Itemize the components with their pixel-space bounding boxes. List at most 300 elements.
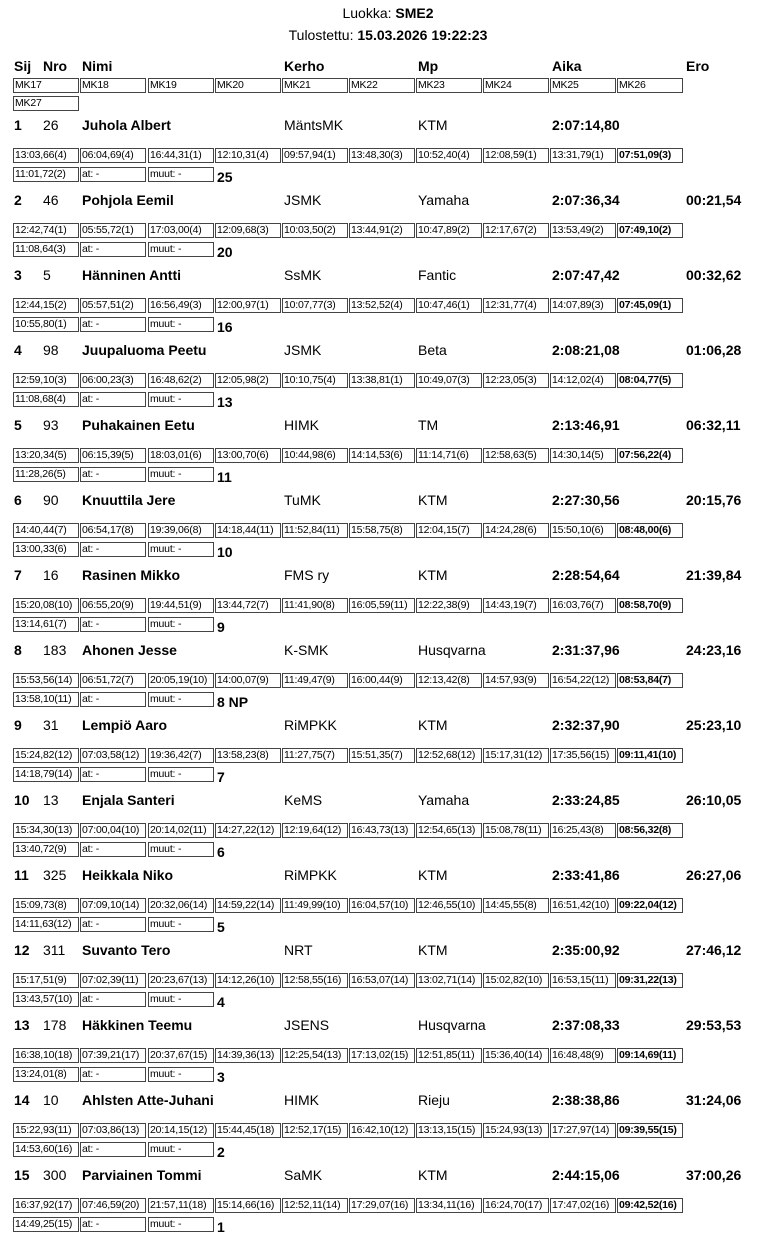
points-value: 20 <box>217 244 233 260</box>
rider-club: JSMK <box>284 192 322 208</box>
split-time-cell: 18:03,01(6) <box>148 448 214 463</box>
checkpoint-header-cell: MK22 <box>349 78 415 93</box>
at-penalty-cell: at: - <box>80 692 146 707</box>
split-time-cell: 11:27,75(7) <box>282 748 348 763</box>
other-penalty-cell: muut: - <box>148 617 214 632</box>
split-time-cell: 13:48,30(3) <box>349 148 415 163</box>
split-time-cell: 10:52,40(4) <box>416 148 482 163</box>
rider-club: MäntsMK <box>284 117 344 133</box>
result-position: 11 <box>14 867 29 883</box>
checkpoint-header-cell: MK20 <box>215 78 281 93</box>
split-time-cell: 15:14,66(16) <box>215 1198 281 1213</box>
split-time-cell: 07:46,59(20) <box>80 1198 146 1213</box>
split-time-cell: 12:09,68(3) <box>215 223 281 238</box>
split-time-cell: 14:30,14(5) <box>550 448 616 463</box>
result-number: 16 <box>43 567 59 583</box>
split-time-cell: 13:14,61(7) <box>13 617 79 632</box>
rider-club: FMS ry <box>284 567 330 583</box>
result-row <box>0 641 776 716</box>
result-row <box>0 941 776 1016</box>
split-time-cell: 16:54,22(12) <box>550 673 616 688</box>
points-value: 6 <box>217 844 225 860</box>
col-sij: Sij <box>14 58 32 74</box>
split-time-cell: 13:00,70(6) <box>215 448 281 463</box>
rider-bike: Yamaha <box>418 792 470 808</box>
result-number: 98 <box>43 342 59 358</box>
split-time-cell: 16:37,92(17) <box>13 1198 79 1213</box>
result-row <box>0 191 776 266</box>
time-gap: 25:23,10 <box>686 717 742 733</box>
split-time-cell: 15:50,10(6) <box>550 523 616 538</box>
col-nimi: Nimi <box>82 58 113 74</box>
split-time-cell: 10:10,75(4) <box>282 373 348 388</box>
split-time-cell: 15:17,51(9) <box>13 973 79 988</box>
time-gap: 37:00,26 <box>686 1167 742 1183</box>
split-time-cell: 09:14,69(11) <box>617 1048 683 1063</box>
total-time: 2:13:46,91 <box>552 417 620 433</box>
split-time-cell: 07:39,21(17) <box>80 1048 146 1063</box>
split-time-cell: 16:24,70(17) <box>483 1198 549 1213</box>
split-time-cell: 13:02,71(14) <box>416 973 482 988</box>
split-time-cell: 13:58,23(8) <box>215 748 281 763</box>
split-time-cell: 12:52,11(14) <box>282 1198 348 1213</box>
split-time-cell: 14:53,60(16) <box>13 1142 79 1157</box>
split-time-cell: 06:51,72(7) <box>80 673 146 688</box>
split-time-cell: 13:43,57(10) <box>13 992 79 1007</box>
split-time-cell: 16:44,31(1) <box>148 148 214 163</box>
split-time-cell: 10:03,50(2) <box>282 223 348 238</box>
rider-name: Enjala Santeri <box>82 792 175 808</box>
split-time-cell: 14:39,36(13) <box>215 1048 281 1063</box>
split-time-cell: 17:13,02(15) <box>349 1048 415 1063</box>
points-value: 25 <box>217 169 233 185</box>
rider-bike: KTM <box>418 942 448 958</box>
checkpoint-header-cell: MK26 <box>617 78 683 93</box>
split-time-cell: 19:44,51(9) <box>148 598 214 613</box>
rider-name: Suvanto Tero <box>82 942 171 958</box>
split-time-cell: 16:43,73(13) <box>349 823 415 838</box>
result-number: 183 <box>43 642 67 658</box>
result-row <box>0 1166 776 1241</box>
split-time-cell: 12:58,63(5) <box>483 448 549 463</box>
split-time-cell: 13:31,79(1) <box>550 148 616 163</box>
split-time-cell: 16:00,44(9) <box>349 673 415 688</box>
rider-club: SsMK <box>284 267 322 283</box>
total-time: 2:44:15,06 <box>552 1167 620 1183</box>
checkpoint-header-cell: MK27 <box>13 96 79 111</box>
split-time-cell: 16:05,59(11) <box>349 598 415 613</box>
split-time-cell: 14:18,79(14) <box>13 767 79 782</box>
total-time: 2:27:30,56 <box>552 492 620 508</box>
time-gap: 06:32,11 <box>686 417 741 433</box>
rider-bike: Husqvarna <box>418 1017 486 1033</box>
points-value: 7 <box>217 769 225 785</box>
result-position: 12 <box>14 942 30 958</box>
split-time-cell: 14:40,44(7) <box>13 523 79 538</box>
split-time-cell: 14:59,22(14) <box>215 898 281 913</box>
checkpoint-header-cell: MK18 <box>80 78 146 93</box>
checkpoint-header-cell: MK21 <box>282 78 348 93</box>
rider-name: Juupaluoma Peetu <box>82 342 207 358</box>
split-time-cell: 14:57,93(9) <box>483 673 549 688</box>
other-penalty-cell: muut: - <box>148 692 214 707</box>
result-position: 8 <box>14 642 22 658</box>
result-number: 10 <box>43 1092 59 1108</box>
points-value: 10 <box>217 544 233 560</box>
result-number: 13 <box>43 792 59 808</box>
result-row <box>0 491 776 566</box>
other-penalty-cell: muut: - <box>148 1142 214 1157</box>
split-time-cell: 06:15,39(5) <box>80 448 146 463</box>
split-time-cell: 08:04,77(5) <box>617 373 683 388</box>
split-time-cell: 16:03,76(7) <box>550 598 616 613</box>
split-time-cell: 08:56,32(8) <box>617 823 683 838</box>
rider-name: Ahonen Jesse <box>82 642 177 658</box>
rider-club: NRT <box>284 942 313 958</box>
rider-name: Hänninen Antti <box>82 267 182 283</box>
split-time-cell: 12:59,10(3) <box>13 373 79 388</box>
split-time-cell: 20:32,06(14) <box>148 898 214 913</box>
split-time-cell: 06:55,20(9) <box>80 598 146 613</box>
result-row <box>0 566 776 641</box>
rider-club: SaMK <box>284 1167 323 1183</box>
split-time-cell: 16:51,42(10) <box>550 898 616 913</box>
split-time-cell: 16:56,49(3) <box>148 298 214 313</box>
result-number: 90 <box>43 492 59 508</box>
rider-bike: Rieju <box>418 1092 450 1108</box>
rider-club: JSENS <box>284 1017 330 1033</box>
split-time-cell: 17:29,07(16) <box>349 1198 415 1213</box>
result-position: 1 <box>14 117 22 133</box>
split-time-cell: 11:49,99(10) <box>282 898 348 913</box>
split-time-cell: 13:24,01(8) <box>13 1067 79 1082</box>
rider-bike: KTM <box>418 867 448 883</box>
rider-club: RiMPKK <box>284 717 337 733</box>
at-penalty-cell: at: - <box>80 842 146 857</box>
rider-club: TuMK <box>284 492 321 508</box>
split-time-cell: 12:00,97(1) <box>215 298 281 313</box>
rider-bike: KTM <box>418 1167 448 1183</box>
time-gap: 01:06,28 <box>686 342 742 358</box>
total-time: 2:32:37,90 <box>552 717 620 733</box>
time-gap: 31:24,06 <box>686 1092 742 1108</box>
split-time-cell: 15:51,35(7) <box>349 748 415 763</box>
split-time-cell: 11:01,72(2) <box>13 167 79 182</box>
at-penalty-cell: at: - <box>80 1142 146 1157</box>
rider-name: Parviainen Tommi <box>82 1167 202 1183</box>
split-time-cell: 15:08,78(11) <box>483 823 549 838</box>
split-time-cell: 16:48,62(2) <box>148 373 214 388</box>
split-time-cell: 17:35,56(15) <box>550 748 616 763</box>
result-row <box>0 1016 776 1091</box>
result-number: 300 <box>43 1167 67 1183</box>
split-time-cell: 20:14,02(11) <box>148 823 214 838</box>
split-time-cell: 14:11,63(12) <box>13 917 79 932</box>
split-time-cell: 14:45,55(8) <box>483 898 549 913</box>
split-time-cell: 10:49,07(3) <box>416 373 482 388</box>
split-time-cell: 14:24,28(6) <box>483 523 549 538</box>
split-time-cell: 07:51,09(3) <box>617 148 683 163</box>
col-aika: Aika <box>552 58 582 74</box>
rider-club: K-SMK <box>284 642 329 658</box>
split-time-cell: 07:03,86(13) <box>80 1123 146 1138</box>
points-value: 2 <box>217 1144 225 1160</box>
at-penalty-cell: at: - <box>80 917 146 932</box>
split-time-cell: 13:03,66(4) <box>13 148 79 163</box>
checkpoint-header-cell: MK17 <box>13 78 79 93</box>
split-time-cell: 15:24,82(12) <box>13 748 79 763</box>
points-value: 16 <box>217 319 233 335</box>
split-time-cell: 20:23,67(13) <box>148 973 214 988</box>
class-value: SME2 <box>395 5 434 21</box>
result-position: 5 <box>14 417 22 433</box>
col-mp: Mp <box>418 58 439 74</box>
split-time-cell: 12:22,38(9) <box>416 598 482 613</box>
split-time-cell: 13:20,34(5) <box>13 448 79 463</box>
split-time-cell: 10:47,46(1) <box>416 298 482 313</box>
split-time-cell: 06:04,69(4) <box>80 148 146 163</box>
split-time-cell: 11:08,64(3) <box>13 242 79 257</box>
result-number: 26 <box>43 117 59 133</box>
split-time-cell: 06:54,17(8) <box>80 523 146 538</box>
other-penalty-cell: muut: - <box>148 167 214 182</box>
result-position: 3 <box>14 267 22 283</box>
split-time-cell: 13:52,52(4) <box>349 298 415 313</box>
split-time-cell: 06:00,23(3) <box>80 373 146 388</box>
result-number: 93 <box>43 417 59 433</box>
at-penalty-cell: at: - <box>80 992 146 1007</box>
result-row <box>0 716 776 791</box>
split-time-cell: 12:58,55(16) <box>282 973 348 988</box>
split-time-cell: 15:22,93(11) <box>13 1123 79 1138</box>
split-time-cell: 05:55,72(1) <box>80 223 146 238</box>
split-time-cell: 12:52,17(15) <box>282 1123 348 1138</box>
result-number: 311 <box>43 942 66 958</box>
split-time-cell: 13:34,11(16) <box>416 1198 482 1213</box>
split-time-cell: 12:42,74(1) <box>13 223 79 238</box>
split-time-cell: 11:28,26(5) <box>13 467 79 482</box>
split-time-cell: 07:00,04(10) <box>80 823 146 838</box>
rider-club: RiMPKK <box>284 867 337 883</box>
split-time-cell: 13:58,10(11) <box>13 692 79 707</box>
rider-name: Lempiö Aaro <box>82 717 168 733</box>
rider-name: Ahlsten Atte-Juhani <box>82 1092 214 1108</box>
time-gap: 20:15,76 <box>686 492 742 508</box>
split-time-cell: 19:39,06(8) <box>148 523 214 538</box>
split-time-cell: 12:44,15(2) <box>13 298 79 313</box>
split-time-cell: 12:17,67(2) <box>483 223 549 238</box>
split-time-cell: 12:19,64(12) <box>282 823 348 838</box>
split-time-cell: 13:44,72(7) <box>215 598 281 613</box>
split-time-cell: 10:55,80(1) <box>13 317 79 332</box>
col-kerho: Kerho <box>284 58 325 74</box>
result-position: 4 <box>14 342 22 358</box>
split-time-cell: 12:31,77(4) <box>483 298 549 313</box>
result-position: 10 <box>14 792 30 808</box>
split-time-cell: 15:34,30(13) <box>13 823 79 838</box>
time-gap: 26:10,05 <box>686 792 742 808</box>
split-time-cell: 19:36,42(7) <box>148 748 214 763</box>
rider-bike: KTM <box>418 567 448 583</box>
rider-club: KeMS <box>284 792 323 808</box>
other-penalty-cell: muut: - <box>148 992 214 1007</box>
split-time-cell: 09:42,52(16) <box>617 1198 683 1213</box>
split-time-cell: 12:23,05(3) <box>483 373 549 388</box>
split-time-cell: 11:49,47(9) <box>282 673 348 688</box>
result-position: 9 <box>14 717 22 733</box>
split-time-cell: 17:03,00(4) <box>148 223 214 238</box>
split-time-cell: 13:38,81(1) <box>349 373 415 388</box>
split-time-cell: 07:02,39(11) <box>80 973 146 988</box>
split-time-cell: 05:57,51(2) <box>80 298 146 313</box>
split-time-cell: 16:48,48(9) <box>550 1048 616 1063</box>
other-penalty-cell: muut: - <box>148 1217 214 1232</box>
result-row <box>0 866 776 941</box>
rider-bike: KTM <box>418 492 448 508</box>
split-time-cell: 15:02,82(10) <box>483 973 549 988</box>
time-gap: 26:27,06 <box>686 867 742 883</box>
split-time-cell: 15:36,40(14) <box>483 1048 549 1063</box>
split-time-cell: 12:04,15(7) <box>416 523 482 538</box>
rider-bike: Fantic <box>418 267 457 283</box>
at-penalty-cell: at: - <box>80 1217 146 1232</box>
total-time: 2:07:14,80 <box>552 117 620 133</box>
split-time-cell: 14:49,25(15) <box>13 1217 79 1232</box>
split-time-cell: 15:17,31(12) <box>483 748 549 763</box>
split-time-cell: 11:52,84(11) <box>282 523 348 538</box>
split-time-cell: 11:08,68(4) <box>13 392 79 407</box>
result-row <box>0 116 776 191</box>
result-number: 325 <box>43 867 67 883</box>
split-time-cell: 08:48,00(6) <box>617 523 683 538</box>
split-time-cell: 09:31,22(13) <box>617 973 683 988</box>
rider-bike: TM <box>418 417 439 433</box>
at-penalty-cell: at: - <box>80 317 146 332</box>
result-position: 7 <box>14 567 22 583</box>
split-time-cell: 12:05,98(2) <box>215 373 281 388</box>
split-time-cell: 15:53,56(14) <box>13 673 79 688</box>
result-position: 14 <box>14 1092 30 1108</box>
time-gap: 24:23,16 <box>686 642 742 658</box>
points-value: 5 <box>217 919 225 935</box>
result-row <box>0 1091 776 1166</box>
at-penalty-cell: at: - <box>80 542 146 557</box>
result-position: 15 <box>14 1167 30 1183</box>
split-time-cell: 20:14,15(12) <box>148 1123 214 1138</box>
checkpoint-header-cell: MK25 <box>550 78 616 93</box>
time-gap: 27:46,12 <box>686 942 742 958</box>
other-penalty-cell: muut: - <box>148 917 214 932</box>
other-penalty-cell: muut: - <box>148 467 214 482</box>
split-time-cell: 14:18,44(11) <box>215 523 281 538</box>
split-time-cell: 14:27,22(12) <box>215 823 281 838</box>
total-time: 2:07:47,42 <box>552 267 620 283</box>
points-value: 8 NP <box>217 694 249 710</box>
split-time-cell: 16:42,10(12) <box>349 1123 415 1138</box>
split-time-cell: 12:51,85(11) <box>416 1048 482 1063</box>
split-time-cell: 20:37,67(15) <box>148 1048 214 1063</box>
split-time-cell: 12:46,55(10) <box>416 898 482 913</box>
result-position: 13 <box>14 1017 30 1033</box>
split-time-cell: 07:03,58(12) <box>80 748 146 763</box>
rider-bike: KTM <box>418 117 448 133</box>
split-time-cell: 09:22,04(12) <box>617 898 683 913</box>
other-penalty-cell: muut: - <box>148 842 214 857</box>
total-time: 2:33:24,85 <box>552 792 620 808</box>
other-penalty-cell: muut: - <box>148 1067 214 1082</box>
split-time-cell: 07:45,09(1) <box>617 298 683 313</box>
points-value: 3 <box>217 1069 225 1085</box>
result-row <box>0 416 776 491</box>
result-row <box>0 791 776 866</box>
class-label: Luokka: <box>342 5 392 21</box>
split-time-cell: 16:38,10(18) <box>13 1048 79 1063</box>
result-number: 5 <box>43 267 51 283</box>
points-value: 11 <box>217 469 232 485</box>
rider-name: Rasinen Mikko <box>82 567 181 583</box>
total-time: 2:37:08,33 <box>552 1017 620 1033</box>
rider-club: HIMK <box>284 417 319 433</box>
split-time-cell: 16:04,57(10) <box>349 898 415 913</box>
total-time: 2:28:54,64 <box>552 567 620 583</box>
total-time: 2:38:38,86 <box>552 1092 620 1108</box>
checkpoint-header-cell: MK23 <box>416 78 482 93</box>
points-value: 4 <box>217 994 225 1010</box>
split-time-cell: 13:00,33(6) <box>13 542 79 557</box>
total-time: 2:31:37,96 <box>552 642 620 658</box>
rider-bike: KTM <box>418 717 448 733</box>
split-time-cell: 12:08,59(1) <box>483 148 549 163</box>
split-time-cell: 09:11,41(10) <box>617 748 683 763</box>
points-value: 13 <box>217 394 233 410</box>
total-time: 2:08:21,08 <box>552 342 620 358</box>
split-time-cell: 07:09,10(14) <box>80 898 146 913</box>
col-nro: Nro <box>43 58 68 74</box>
split-time-cell: 15:58,75(8) <box>349 523 415 538</box>
at-penalty-cell: at: - <box>80 467 146 482</box>
other-penalty-cell: muut: - <box>148 392 214 407</box>
split-time-cell: 10:07,77(3) <box>282 298 348 313</box>
split-time-cell: 08:58,70(9) <box>617 598 683 613</box>
split-time-cell: 14:07,89(3) <box>550 298 616 313</box>
split-time-cell: 08:53,84(7) <box>617 673 683 688</box>
at-penalty-cell: at: - <box>80 167 146 182</box>
result-position: 6 <box>14 492 22 508</box>
split-time-cell: 11:14,71(6) <box>416 448 482 463</box>
rider-name: Heikkala Niko <box>82 867 174 883</box>
time-gap: 00:21,54 <box>686 192 742 208</box>
printed-value: 15.03.2026 19:22:23 <box>357 27 488 43</box>
split-time-cell: 12:13,42(8) <box>416 673 482 688</box>
split-time-cell: 13:44,91(2) <box>349 223 415 238</box>
rider-bike: Beta <box>418 342 447 358</box>
split-time-cell: 16:53,15(11) <box>550 973 616 988</box>
split-time-cell: 09:57,94(1) <box>282 148 348 163</box>
at-penalty-cell: at: - <box>80 242 146 257</box>
total-time: 2:33:41,86 <box>552 867 620 883</box>
split-time-cell: 11:41,90(8) <box>282 598 348 613</box>
at-penalty-cell: at: - <box>80 617 146 632</box>
points-value: 9 <box>217 619 225 635</box>
split-time-cell: 14:43,19(7) <box>483 598 549 613</box>
split-time-cell: 14:14,53(6) <box>349 448 415 463</box>
time-gap: 21:39,84 <box>686 567 742 583</box>
other-penalty-cell: muut: - <box>148 242 214 257</box>
time-gap: 00:32,62 <box>686 267 742 283</box>
split-time-cell: 17:27,97(14) <box>550 1123 616 1138</box>
split-time-cell: 12:25,54(13) <box>282 1048 348 1063</box>
points-value: 1 <box>217 1219 225 1235</box>
